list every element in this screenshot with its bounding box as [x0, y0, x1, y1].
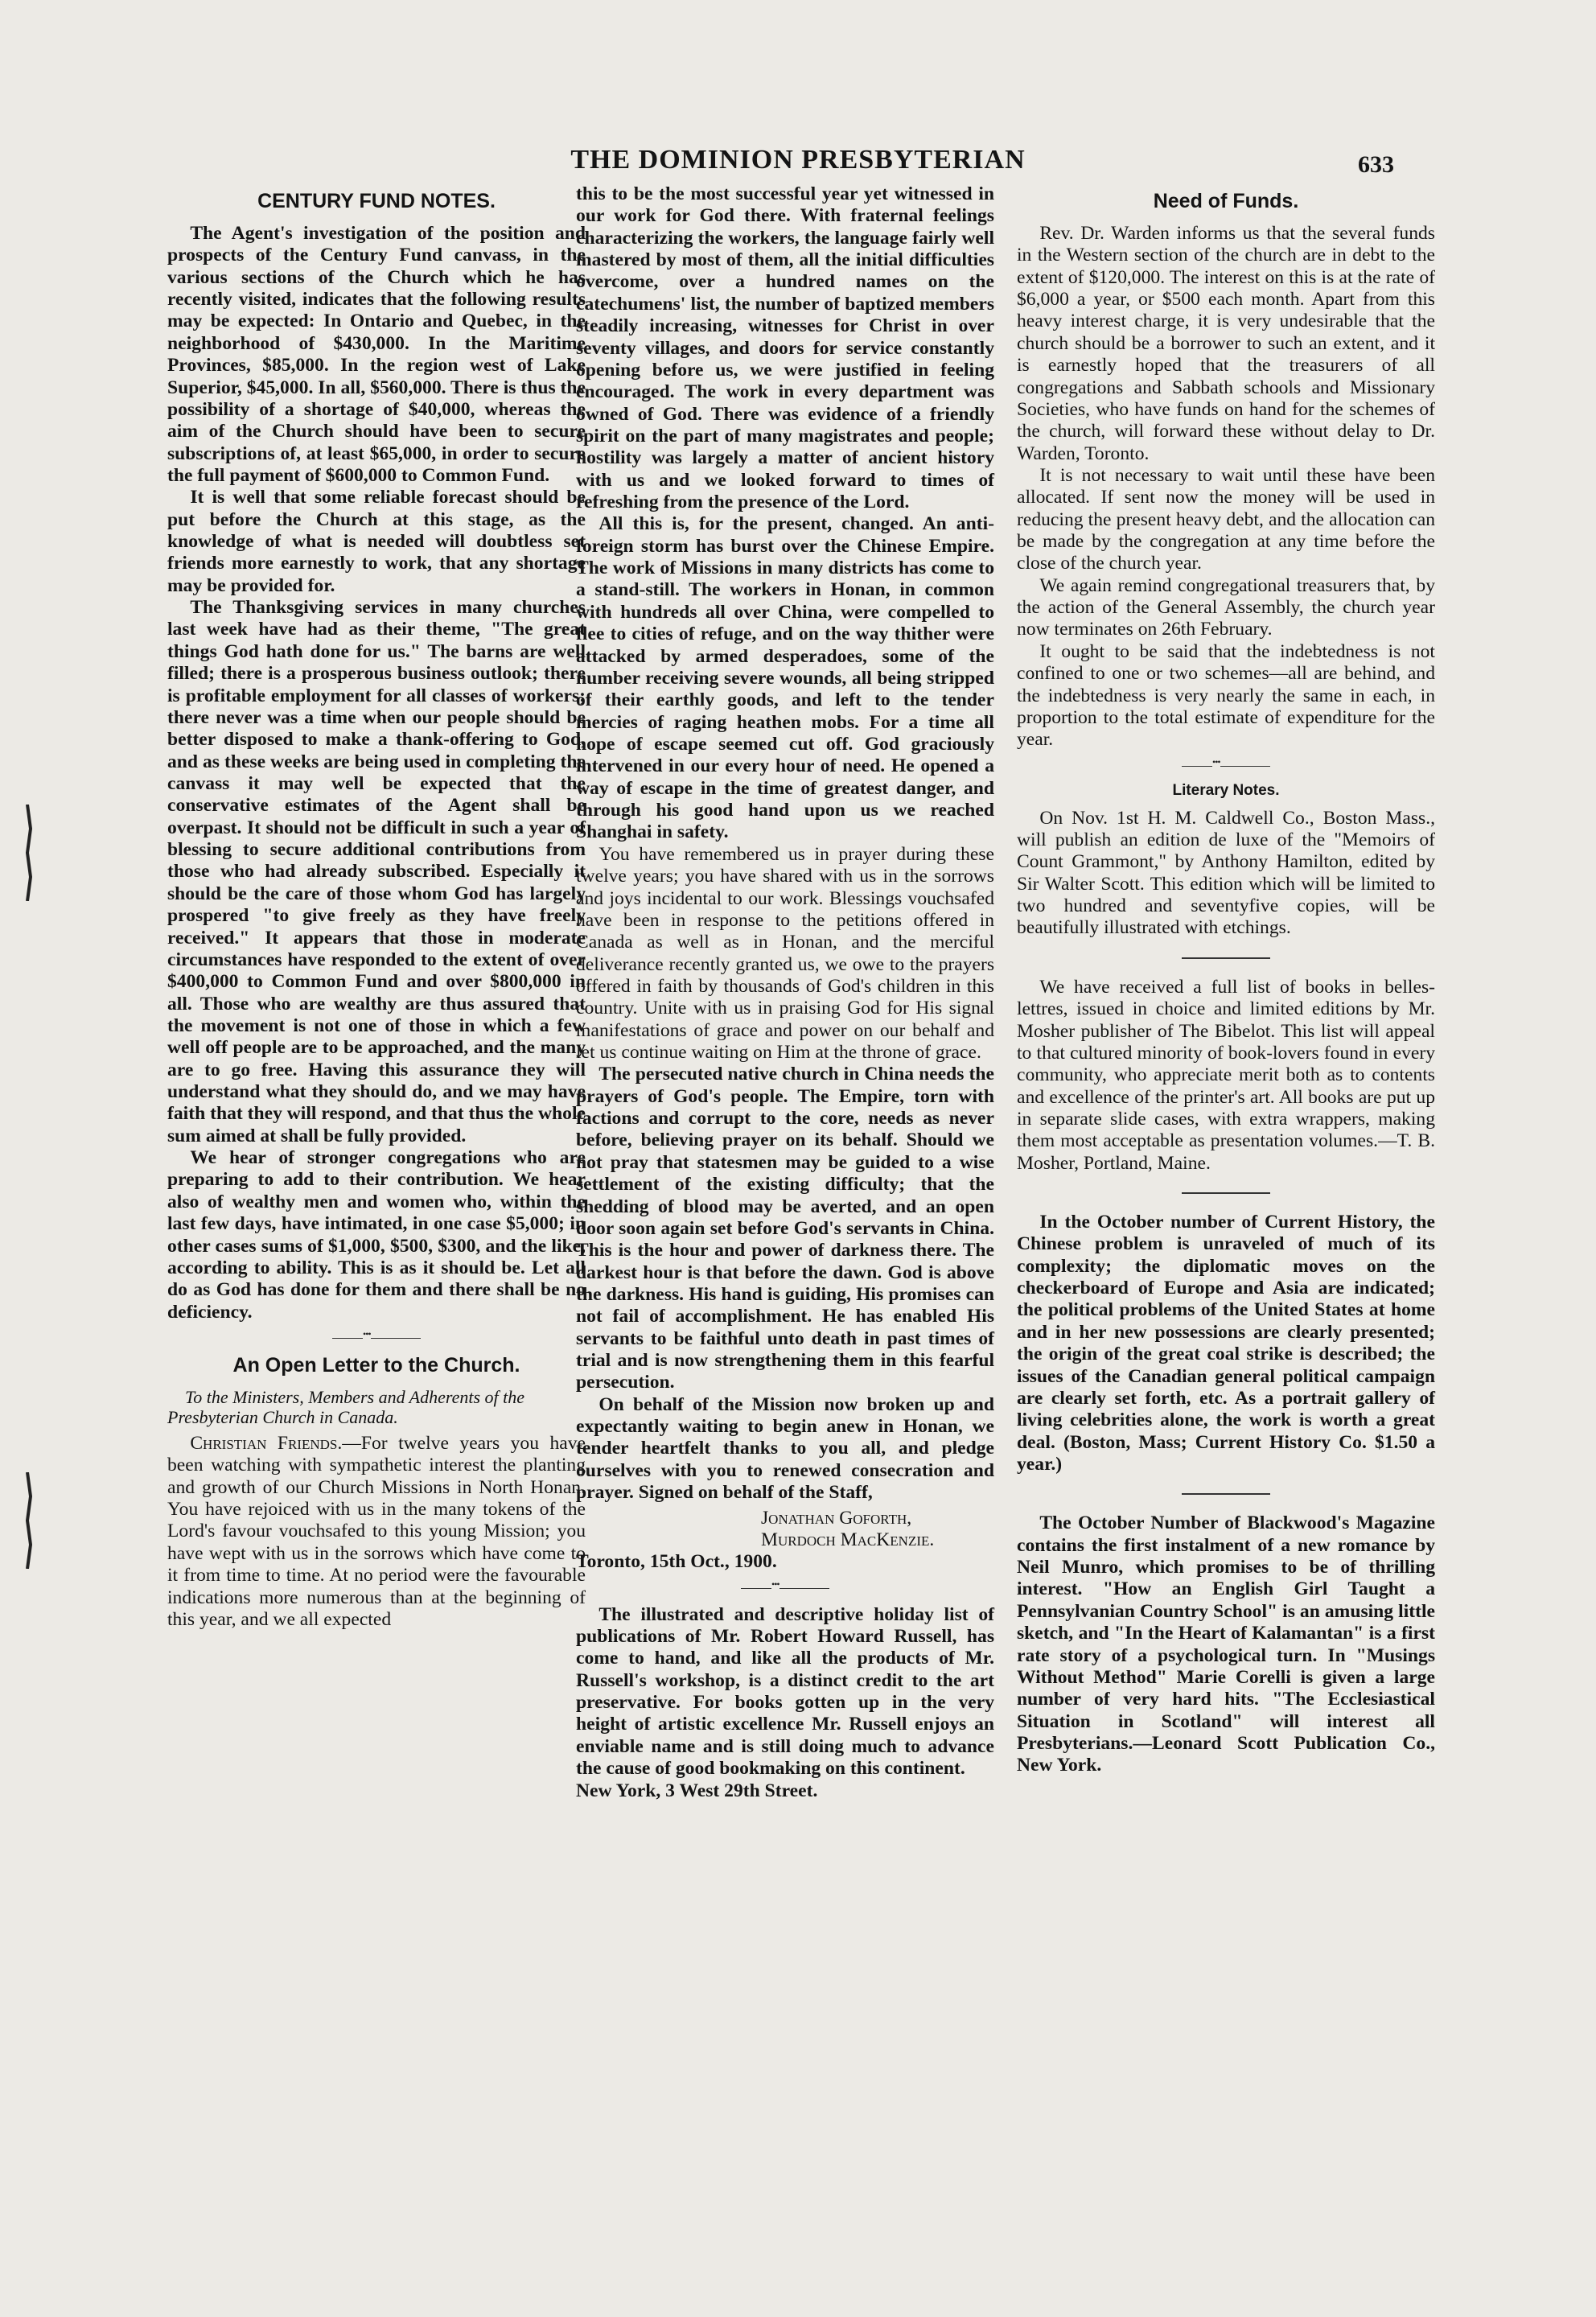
open-letter-paragraph: [167, 1433, 586, 1631]
open-letter-text: —For twelve years you have been watching with sympathetic interest the planting and growth of our Church Missions in North Honan. You have rejoiced with us in the many tokens of the Lord's favour vouchsafed to this young Mission; you have wept with us in the sorrows which have come to it from time to time. At no period were the favourable indications more numerous than at the beginning of this year, and we all expected: [167, 1433, 586, 1630]
open-letter-paragraph: All this is, for the present, changed. An anti-foreign storm has burst over the Chinese Empire. The work of Missions in many districts has come to a stand-still. The workers in Honan, in common with hundreds all over China, were compelled to flee to cities of refuge, and on the way thither were attacked by armed desperadoes, some of the number receiving severe wounds, all being stripped of their earthly goods, and left to the tender mercies of raging heathen mobs. For a time all hope of escape seemed cut off. God graciously intervened in our every hour of need. He opened a way of escape in the time of greatest danger, and through his good hand upon us we reached Shanghai in safety.: [576, 513, 994, 843]
open-letter-salutation: Christian Friends.: [190, 1433, 343, 1454]
open-letter-signers: [576, 1508, 994, 1552]
literary-note: In the October number of Current History, the Chinese problem is unraveled of much of its complexity; the diplomatic moves on the checkerboard of Europe and Asia are indicated; the political problems of the United States at home and in her new possessions are clearly presented; the origin of the great coal strike is described; the issues of the Canadian general political campaign are clearly set forth, etc. As a portrait gallery of living celebrities alone, the work is worth a great deal. (Boston, Mass; Current History Co. $1.50 a year.): [1017, 1212, 1435, 1475]
need-of-funds-paragraph: It is not necessary to wait until these have been allocated. If sent now the money will be used in reducing the present heavy debt, and the allocation can be made by the congregation at any time before the close of the church year.: [1017, 464, 1435, 574]
need-of-funds-heading: Need of Funds.: [1153, 190, 1299, 212]
masthead-title: THE DOMINION PRESBYTERIAN: [570, 145, 1026, 175]
russell-notice-text: The illustrated and descriptive holiday list of publications of Mr. Robert Howard Russell, has come to hand, and like all the products of Mr. Russell's workshop, is a distinct credit to the art preservative. For books gotten up in the very height of artistic excellence Mr. Russell enjoys an enviable name and is still doing much to advance the cause of good bookmaking on this continent.: [576, 1603, 994, 1780]
binding-clip-icon: [21, 1472, 34, 1569]
literary-note: We have received a full list of books in belles-lettres, issued in choice and limited editions by Mr. Mosher publisher of The Bibelot. This list will appeal to that cultured minority of book-lovers found in every community, who appreciate merit both as to contents and excellence of the printer's art. All books are put up in separate slide cases, with extra wrappers, making them most acceptable as presentation volumes.—T. B. Mosher, Portland, Maine.: [1017, 976, 1435, 1174]
divider-rule: [1182, 957, 1270, 959]
need-of-funds-paragraph: We again remind congregational treasurers that, by the action of the General Assembly, the church year now terminates on 26th February.: [1017, 574, 1435, 640]
section-ornament: [332, 1338, 421, 1341]
divider-rule: [1182, 1493, 1270, 1495]
open-letter-paragraph: The persecuted native church in China needs the prayers of God's people. The Empire, torn with factions and corrupt to the core, needs as never before, believing prayer on its behalf. Should we not pray that statesmen may be guided to a wise settlement of the existing difficulty; that the shedding of blood may be averted, and an open door soon again set before God's servants in China. This is the hour and power of darkness there. The darkest hour is that before the dawn. God is above the darkness. His hand is guiding, His promises can not fail of accomplishment. He has enabled His servants to be faithful unto death in past times of trial and is now strengthening them in this fearful persecution.: [576, 1064, 994, 1393]
literary-note: On Nov. 1st H. M. Caldwell Co., Boston Mass., will publish an edition de luxe of the "Memoirs of Count Grammont," by Anthony Hamilton, edited by Sir Walter Scott. This edition which will be limited to two hundred and seventyfive copies, will be beautifully illustrated with etchings.: [1017, 807, 1435, 939]
open-letter-paragraph: You have remembered us in prayer during these twelve years; you have shared with us in the sorrows and joys incidental to our work. Blessings vouchsafed have been in response to the petitions offered in Canada as well as in Honan, and the merciful deliverance recently granted us, we owe to the prayers offered in faith by thousands of God's children in this country. Unite with us in praising God for His signal manifestations of grace and power on our behalf and let us continue waiting on Him at the throne of grace.: [576, 843, 994, 1064]
signer-name: Jonathan Goforth,: [761, 1507, 912, 1529]
literary-note: The October Number of Blackwood's Magazine contains the first instalment of a new romance by Neil Munro, which promises to be of thrilling interest. "How an English Girl Taught a Pennsylvanian Country School" is an amusing little sketch, and "In the Heart of Kalamantan" is a first rate story of a psychological turn. In "Musings Without Method" Marie Corelli is given a large number of very hard hits. "The Ecclesiastical Situation in Scotland" will interest all Presbyterians.—Leonard Scott Publication Co., New York.: [1017, 1512, 1435, 1776]
signer-name: Murdoch MacKenzie.: [761, 1529, 935, 1550]
russell-notice-address: New York, 3 West 29th Street.: [576, 1780, 818, 1801]
section-ornament: [741, 1588, 829, 1591]
divider-rule: [1182, 1192, 1270, 1194]
open-letter-paragraph: this to be the most successful year yet witnessed in our work for God there. With fraternal feelings characterizing the workers, the language fairly well mastered by most of them, all the initial difficulties overcome, over a hundred names on the catechumens' list, the number of baptized members steadily increasing, witnesses for Christ in over seventy villages, and doors for service constantly opening before us, we were justified in feeling encouraged. The work in every department was owned of God. There was evidence of a friendly spirit on the part of many magistrates and people; hostility was largely a matter of ancient history with us and we looked forward to times of refreshing from the presence of the Lord.: [576, 183, 994, 513]
need-of-funds-paragraph: It ought to be said that the indebtedness is not confined to one or two schemes—all are behind, and the indebtedness is very nearly the same in each, in proportion to the total estimate of expenditure for the year.: [1017, 640, 1435, 751]
column-right: [1017, 183, 1435, 1777]
century-fund-paragraph: The Agent's investigation of the position and prospects of the Century Fund canvass, in the various sections of the Church which he has recently visited, indicates that the following results may be expected: In Ontario and Quebec, in the neighborhood of $430,000. In the Maritime Provinces, $85,000. In the region west of Lake Superior, $45,000. In all, $560,000. There is thus the possibility of a shortage of $40,000, whereas the aim of the Church should have been to secure subscriptions of, at least $65,000, in order to secure the full payment of $600,000 to Common Fund.: [167, 223, 586, 486]
open-letter-heading: An Open Letter to the Church.: [232, 1353, 520, 1377]
literary-notes-heading: Literary Notes.: [1172, 781, 1280, 799]
open-letter-dateline: Toronto, 15th Oct., 1900.: [576, 1551, 777, 1573]
century-fund-paragraph: We hear of stronger congregations who are preparing to add to their contribution. We hear also of wealthy men and women who, within the last few days, have intimated, in one case $5,000; in other cases sums of $1,000, $500, $300, and the like, according to ability. This is as it should be. Let all do as God has done for them and there shall be no deficiency.: [167, 1147, 586, 1323]
column-middle: [576, 183, 994, 1802]
column-left: [167, 183, 586, 1631]
open-letter-paragraph: On behalf of the Mission now broken up and expectantly waiting to begin anew in Honan, we tender heartfelt thanks to you all, and pledge ourselves with you to renewed consecration and prayer. Signed on behalf of the Staff,: [576, 1393, 994, 1504]
section-ornament: [1182, 766, 1270, 769]
century-fund-paragraph: The Thanksgiving services in many churches last week have had as their theme, "The great things God hath done for us." The barns are well filled; there is a prosperous business outlook; there is profitable employment for all classes of workers; there never was a time when our people should be better disposed to make a thank-offering to God, and as these weeks are being used in completing the canvass it may well be expected that the conservative estimates of the Agent shall be overpast. It should not be difficult in such a year of blessing to secure additional contributions from those who had already subscribed. Especially it should be the care of those whom God has largely prospered "to give freely as they have freely received." It appears that those in moderate circumstances have responded to the extent of over $400,000 to Common Fund and over $800,000 in all. Those who are wealthy are thus assured that the movement is not one of those in which a few well off people are to be approached, and the many are to go free. Having this assurance they will understand what they should do, and we may have faith that they will respond, and that thus the whole sum aimed at shall be fully provided.: [167, 597, 586, 1146]
open-letter-address: To the Ministers, Members and Adherents of the Presbyterian Church in Canada.: [167, 1386, 525, 1428]
century-fund-paragraph: It is well that some reliable forecast should be put before the Church at this stage, as the knowledge of what is needed will doubtless set friends more earnestly to work, that any shortage may be provided for.: [167, 487, 586, 596]
binding-clip-icon: [21, 805, 34, 901]
century-fund-heading: CENTURY FUND NOTES.: [257, 190, 496, 212]
need-of-funds-paragraph: Rev. Dr. Warden informs us that the several funds in the Western section of the church are in debt to the extent of $120,000. The interest on this is at the rate of $6,000 a year, or $500 each month. Apart from this heavy interest charge, it is very undesirable that the church should be a borrower to such an extent, and it is earnestly hoped that the treasurers of all congregations and Sabbath schools and Missionary Societies, who have funds on hand for the schemes of the church, will forward these without delay to Dr. Warden, Toronto.: [1017, 223, 1435, 464]
page-number: 633: [1358, 151, 1394, 178]
